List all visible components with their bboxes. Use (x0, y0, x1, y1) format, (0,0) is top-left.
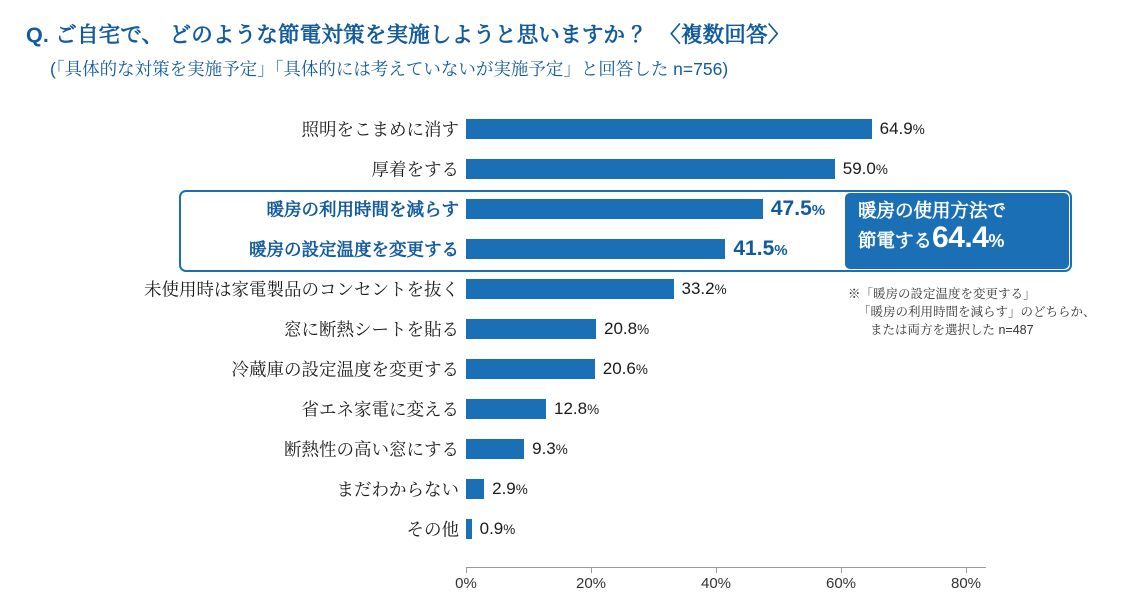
bar-category-label: 省エネ家電に変える (301, 399, 459, 420)
table-row (0, 109, 1125, 149)
bar-value-label (843, 159, 888, 179)
callout-line-2 (858, 222, 1069, 254)
bar-category-label: 窓に断熱シートを貼る (284, 319, 459, 340)
x-axis-tick-label: 60% (825, 575, 857, 592)
bar-value-unit: % (875, 162, 888, 177)
bar-value-label (480, 519, 516, 539)
bar-chart (0, 105, 1125, 605)
bar-value-number: 20.8 (604, 319, 638, 338)
bar-category-label: その他 (406, 519, 459, 540)
bar-value-unit: % (587, 402, 600, 417)
bar-value-label (733, 237, 787, 261)
bar (466, 319, 596, 339)
bar-value-label (532, 439, 568, 459)
bar-value-label (492, 479, 528, 499)
bar-value-unit: % (714, 282, 727, 297)
bar (466, 439, 524, 459)
bar (466, 399, 546, 419)
bar-category-label: 厚着をする (371, 159, 459, 180)
callout-panel (845, 193, 1069, 269)
bar-value-number: 2.9 (492, 479, 516, 498)
table-row (0, 469, 1125, 509)
bar-value-unit: % (555, 442, 568, 457)
bar (466, 479, 484, 499)
bar-value-unit: % (637, 322, 650, 337)
bar (466, 279, 674, 299)
footnote (848, 285, 1108, 339)
x-axis-tick (841, 567, 842, 573)
bar-value-number: 41.5 (733, 237, 775, 260)
table-row (0, 389, 1125, 429)
table-row (0, 349, 1125, 389)
bar-value-number: 12.8 (554, 399, 588, 418)
bar-category-label: まだわからない (336, 479, 459, 500)
bar-value-number: 47.5 (770, 197, 812, 220)
footnote-line-3: または両方を選択した n=487 (870, 323, 1034, 338)
table-row (0, 509, 1125, 549)
x-axis-tick (466, 567, 467, 573)
bar-value-label (771, 197, 825, 221)
bar-value-label (603, 359, 648, 379)
bar-value-label (682, 279, 727, 299)
chart-header (26, 18, 1106, 81)
bar (466, 239, 725, 259)
footnote-line-2: 「暖房の利用時間を減らす」のどちらか、 (858, 305, 1096, 320)
bar-category-label: 未使用時は家電製品のコンセントを抜く (144, 279, 459, 300)
bar-value-number: 0.9 (479, 519, 504, 538)
callout-unit: % (988, 231, 1005, 252)
page-subtitle: (「具体的な対策を実施予定」「具体的には考えていないが実施予定」と回答した n=756) (50, 59, 729, 79)
bar (466, 119, 872, 139)
x-axis-line (466, 567, 986, 568)
callout-line-1: 暖房の使用方法で (858, 200, 1007, 221)
x-axis-tick-label: 0% (455, 575, 477, 592)
bar-value-label (604, 319, 649, 339)
callout-value: 64.4 (932, 221, 989, 255)
x-axis-tick-label: 80% (950, 575, 982, 592)
bar-value-unit: % (811, 202, 826, 219)
x-axis-tick (966, 567, 967, 573)
bar (466, 359, 595, 379)
bar-value-number: 59.0 (842, 159, 876, 178)
bar-value-unit: % (515, 482, 528, 497)
footnote-line-1: ※「暖房の設定温度を変更する」 (848, 287, 1036, 301)
bar-value-unit: % (774, 242, 788, 259)
bar-category-label: 照明をこまめに消す (301, 119, 459, 140)
table-row (0, 429, 1125, 469)
bar-value-label (880, 119, 925, 139)
table-row (0, 149, 1125, 189)
x-axis-tick-label: 20% (575, 575, 607, 592)
bar-category-label: 暖房の利用時間を減らす (266, 199, 459, 220)
x-axis-tick (716, 567, 717, 573)
bar-value-number: 9.3 (532, 439, 556, 458)
bar-value-unit: % (912, 122, 925, 137)
bar-value-unit: % (503, 522, 516, 537)
page-title: Q. ご自宅で、 どのような節電対策を実施しようと思いますか ？ 〈複数回答〉 (26, 23, 790, 47)
bar (466, 519, 472, 539)
bar-value-number: 33.2 (681, 279, 715, 298)
bar-value-number: 20.6 (602, 359, 636, 378)
bar-value-number: 64.9 (879, 119, 913, 138)
x-axis-tick-label: 40% (700, 575, 732, 592)
callout-text: 節電する (858, 230, 933, 252)
bar (466, 159, 835, 179)
x-axis-tick (591, 567, 592, 573)
bar-category-label: 暖房の設定温度を変更する (249, 239, 459, 260)
bar (466, 199, 763, 219)
bar-category-label: 断熱性の高い窓にする (284, 439, 459, 460)
bar-category-label: 冷蔵庫の設定温度を変更する (231, 359, 459, 380)
bar-value-unit: % (635, 362, 648, 377)
bar-value-label (554, 399, 599, 419)
